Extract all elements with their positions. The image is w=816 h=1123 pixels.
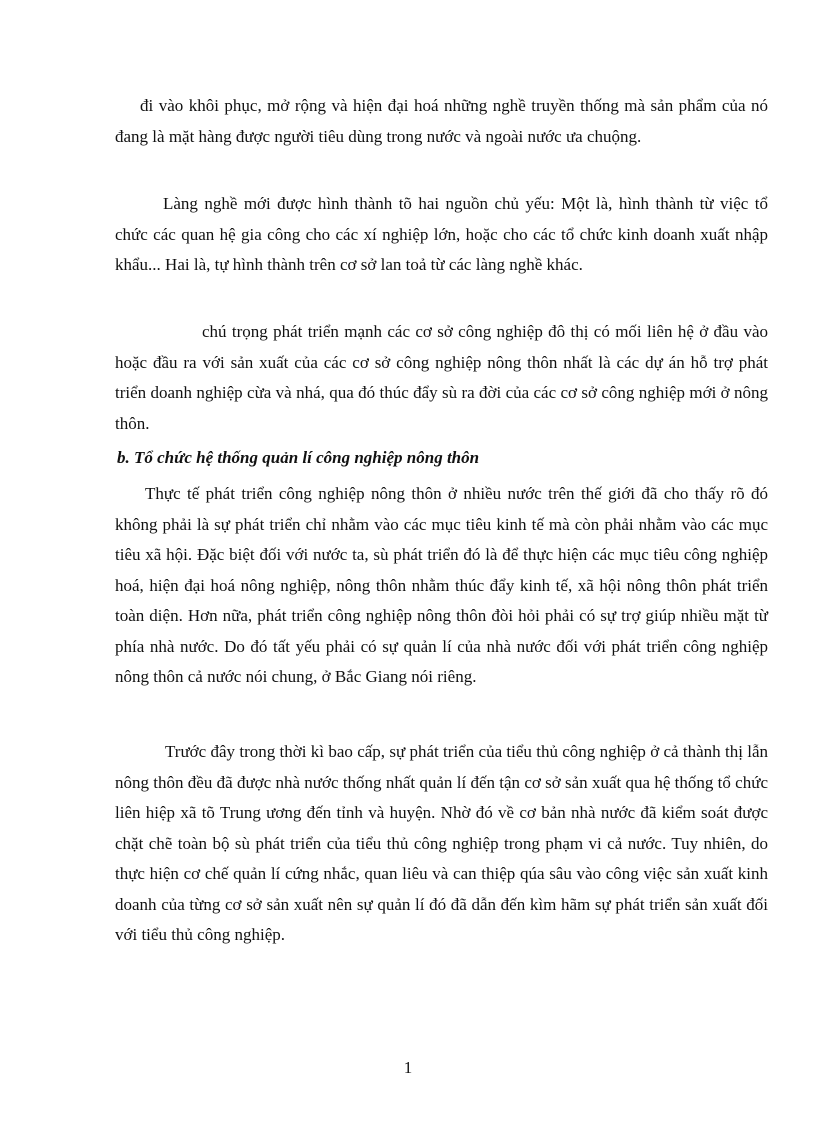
paragraph-4: Thực tế phát triển công nghiệp nông thôn ở nhiều nước trên thế giới đã cho thấy rõ đó không phải là sự phát triển chỉ nhằm vào các mục tiêu kinh tế mà còn phải nhằm vào các mục tiêu xã hội. Đặc biệt đối với nước ta, sù phát triển đó là để thực hiện các mục tiêu công nghiệp hoá, hiện đại hoá nông nghiệp, nông thôn nhằm thúc đẩy kinh tế, xã hội nông thôn phát triển toàn diện. Hơn nữa, phát triển công nghiệp nông thôn đòi hỏi phải có sự trợ giúp nhiều mặt từ phía nhà nước. Do đó tất yếu phải có sự quản lí của nhà nước đối với phát triển công nghiệp nông thôn cả nước nói chung, ở Bắc Giang nói riêng.	[115, 484, 768, 686]
section-heading: b. Tổ chức hệ thống quản lí công nghiệp nông thôn	[117, 448, 480, 467]
paragraph-5: Trước đây trong thời kì bao cấp, sự phát triển của tiểu thủ công nghiệp ở cả thành thị lẫn nông thôn đều đã được nhà nước thống nhất quản lí đến tận cơ sở sản xuất qua hệ thống tổ chức liên hiệp xã tõ Trung ương đến tỉnh và huyện. Nhờ đó về cơ bản nhà nước đã kiểm soát được chặt chẽ toàn bộ sù phát triển của tiểu thủ công nghiệp trong phạm vi cả nước. Tuy nhiên, do thực hiện cơ chế quản lí cứng nhắc, quan liêu và can thiệp qúa sâu vào công việc sản xuất kinh doanh của từng cơ sở sản xuất nên sự quản lí đó đã dẫn đến kìm hãm sự phát triển sản xuất đối với tiểu thủ công nghiệp.	[115, 742, 768, 944]
page-number: 1	[403, 1058, 413, 1077]
paragraph-2: Làng nghề mới được hình thành tõ hai nguồn chủ yếu: Một là, hình thành từ việc tổ chức các quan hệ gia công cho các xí nghiệp lớn, hoặc cho các tổ chức kinh doanh xuất nhập khẩu... Hai là, tự hình thành trên cơ sở lan toả từ các làng nghề khác.	[115, 194, 768, 274]
paragraph-1: đi vào khôi phục, mở rộng và hiện đại hoá những nghề truyền thống mà sản phẩm của nó đang là mặt hàng được người tiêu dùng trong nước và ngoài nước ưa chuộng.	[115, 96, 768, 146]
paragraph-3: chú trọng phát triển mạnh các cơ sở công nghiệp đô thị có mối liên hệ ở đầu vào hoặc đầu ra với sản xuất của các cơ sở công nghiệp nông thôn nhất là các dự án hỗ trợ phát triển doanh nghiệp cừa và nhá, qua đó thúc đẩy sù ra đời của các cơ sở công nghiệp mới ở nông thôn.	[115, 322, 768, 433]
